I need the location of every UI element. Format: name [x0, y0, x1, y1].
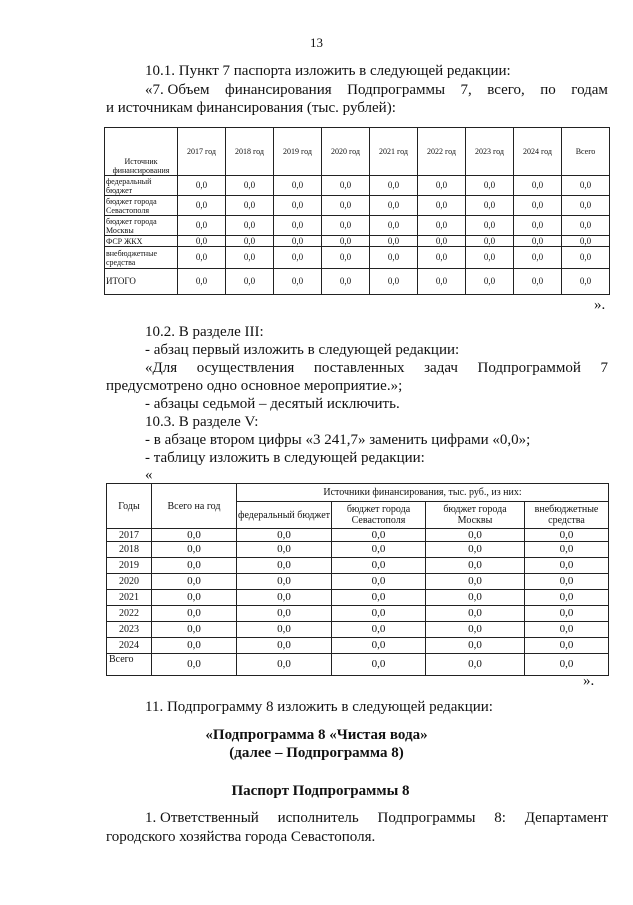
cell: 0,0	[514, 269, 562, 295]
cell: 0,0	[226, 196, 274, 216]
cell: 0,0	[426, 529, 525, 542]
header-year: 2021 год	[370, 128, 418, 176]
cell: 0,0	[237, 654, 332, 676]
cell: 0,0	[426, 638, 525, 654]
w: по	[540, 82, 556, 98]
cell: 0,0	[237, 529, 332, 542]
header-sources: Источники финансирования, тыс. руб., из них:	[237, 484, 609, 502]
s10-1-line3: и источникам финансирования (тыс. рублей):	[106, 100, 396, 116]
row-total: Всего	[107, 654, 152, 676]
s10-1-line1: 10.1. Пункт 7 паспорта изложить в следующей редакции:	[145, 63, 511, 79]
cell: 0,0	[152, 574, 237, 590]
cell: 0,0	[525, 654, 609, 676]
cell: 0,0	[332, 622, 426, 638]
w: финансирования	[224, 82, 332, 98]
cell: 0,0	[418, 236, 466, 247]
table2-close-quote: ».	[583, 673, 595, 689]
cell: 0,0	[370, 247, 418, 269]
financing-table-2	[106, 483, 609, 676]
w: Подпрограммой	[477, 360, 581, 376]
s10-3-item2: - таблицу изложить в следующей редакции:	[145, 450, 425, 466]
cell: 0,0	[274, 236, 322, 247]
header-source: бюджет города Москвы	[426, 502, 525, 529]
w: «Для	[145, 360, 178, 376]
cell: 0,0	[237, 606, 332, 622]
cell: 0,0	[525, 638, 609, 654]
cell: 0,0	[332, 529, 426, 542]
cell: 0,0	[332, 654, 426, 676]
cell: 0,0	[152, 638, 237, 654]
cell: 0,0	[525, 606, 609, 622]
header-year: 2023 год	[466, 128, 514, 176]
cell: 0,0	[525, 529, 609, 542]
row-label-total: ИТОГО	[105, 269, 178, 295]
cell: 0,0	[152, 654, 237, 676]
row-label: ФСР ЖКХ	[105, 236, 178, 247]
cell: 0,0	[426, 542, 525, 558]
row-label: федеральный бюджет	[105, 176, 178, 196]
cell: 0,0	[226, 176, 274, 196]
header-year: 2022 год	[418, 128, 466, 176]
cell: 0,0	[237, 590, 332, 606]
row-label: бюджет города Москвы	[105, 216, 178, 236]
cell: 0,0	[562, 269, 610, 295]
cell: 0,0	[274, 247, 322, 269]
cell: 0,0	[514, 196, 562, 216]
cell: 0,0	[466, 216, 514, 236]
cell: 0,0	[426, 574, 525, 590]
w: Департамент	[524, 810, 608, 826]
w: 8:	[494, 810, 506, 826]
cell: 0,0	[178, 216, 226, 236]
cell: 0,0	[274, 176, 322, 196]
cell: 0,0	[426, 590, 525, 606]
w: 7	[600, 360, 608, 376]
cell: 0,0	[332, 558, 426, 574]
header-total: Всего	[562, 128, 610, 176]
header-years: Годы	[107, 484, 152, 529]
cell: 0,0	[370, 176, 418, 196]
financing-table-1	[104, 127, 610, 295]
cell: 0,0	[322, 247, 370, 269]
w: всего,	[487, 82, 525, 98]
subprogram-title: «Подпрограмма 8 «Чистая вода»	[205, 727, 428, 743]
header-year: 2020 год	[322, 128, 370, 176]
s10-2-item2: - абзацы седьмой – десятый исключить.	[145, 396, 400, 412]
cell: 0,0	[418, 176, 466, 196]
cell: 0,0	[514, 247, 562, 269]
cell: 0,0	[370, 196, 418, 216]
cell: 0,0	[226, 247, 274, 269]
cell: 0,0	[525, 590, 609, 606]
header-year: 2024 год	[514, 128, 562, 176]
cell: 0,0	[237, 574, 332, 590]
cell: 0,0	[562, 196, 610, 216]
cell: 0,0	[332, 574, 426, 590]
cell: 0,0	[466, 196, 514, 216]
cell: 0,0	[525, 542, 609, 558]
header-source: Источник финансирования	[105, 128, 178, 176]
w: Подпрограммы	[377, 810, 476, 826]
cell: 0,0	[226, 269, 274, 295]
row-year: 2020	[107, 574, 152, 590]
cell: 0,0	[426, 654, 525, 676]
row-year: 2022	[107, 606, 152, 622]
s11-line: 11. Подпрограмму 8 изложить в следующей редакции:	[145, 699, 493, 715]
cell: 0,0	[237, 638, 332, 654]
w: Подпрограммы	[347, 82, 446, 98]
cell: 0,0	[178, 196, 226, 216]
cell: 0,0	[274, 196, 322, 216]
cell: 0,0	[322, 236, 370, 247]
w: 1. Ответственный	[145, 810, 259, 826]
cell: 0,0	[525, 622, 609, 638]
s10-2-quote-line2: предусмотрено одно основное мероприятие.»;	[106, 378, 403, 394]
w: осуществления	[196, 360, 295, 376]
row-year: 2017	[107, 529, 152, 542]
header-year: 2018 год	[226, 128, 274, 176]
header-year: 2017 год	[178, 128, 226, 176]
cell: 0,0	[226, 236, 274, 247]
header-source: внебюджетные средства	[525, 502, 609, 529]
s10-3-heading: 10.3. В разделе V:	[145, 414, 259, 430]
cell: 0,0	[562, 216, 610, 236]
w: «7. Объем	[145, 82, 210, 98]
cell: 0,0	[525, 574, 609, 590]
cell: 0,0	[152, 558, 237, 574]
s10-1-line2	[145, 82, 608, 99]
cell: 0,0	[370, 236, 418, 247]
row-year: 2019	[107, 558, 152, 574]
s10-2-item1: - абзац первый изложить в следующей редакции:	[145, 342, 460, 358]
s10-3-item1: - в абзаце втором цифры «3 241,7» заменить цифрами «0,0»;	[145, 432, 531, 448]
s11-item1-line2: городского хозяйства города Севастополя.	[106, 829, 376, 845]
cell: 0,0	[525, 558, 609, 574]
s10-2-heading: 10.2. В разделе III:	[145, 324, 264, 340]
cell: 0,0	[418, 196, 466, 216]
cell: 0,0	[274, 216, 322, 236]
w: исполнитель	[277, 810, 359, 826]
cell: 0,0	[178, 269, 226, 295]
cell: 0,0	[322, 176, 370, 196]
header-total: Всего на год	[152, 484, 237, 529]
cell: 0,0	[152, 606, 237, 622]
cell: 0,0	[322, 269, 370, 295]
cell: 0,0	[426, 606, 525, 622]
cell: 0,0	[178, 176, 226, 196]
cell: 0,0	[274, 269, 322, 295]
s10-2-quote-line1	[145, 360, 608, 377]
cell: 0,0	[562, 247, 610, 269]
cell: 0,0	[152, 622, 237, 638]
cell: 0,0	[322, 196, 370, 216]
cell: 0,0	[322, 216, 370, 236]
table1-close-quote: ».	[594, 297, 606, 313]
cell: 0,0	[152, 590, 237, 606]
cell: 0,0	[418, 247, 466, 269]
passport-heading: Паспорт Подпрограммы 8	[231, 783, 410, 799]
cell: 0,0	[152, 542, 237, 558]
w: 7,	[460, 82, 472, 98]
cell: 0,0	[152, 529, 237, 542]
cell: 0,0	[514, 236, 562, 247]
cell: 0,0	[178, 247, 226, 269]
cell: 0,0	[466, 269, 514, 295]
cell: 0,0	[237, 558, 332, 574]
subprogram-subtitle: (далее – Подпрограмма 8)	[229, 745, 404, 761]
w: годам	[571, 82, 608, 98]
cell: 0,0	[226, 216, 274, 236]
cell: 0,0	[178, 236, 226, 247]
cell: 0,0	[370, 269, 418, 295]
cell: 0,0	[332, 542, 426, 558]
cell: 0,0	[418, 216, 466, 236]
cell: 0,0	[426, 558, 525, 574]
cell: 0,0	[514, 216, 562, 236]
row-year: 2018	[107, 542, 152, 558]
cell: 0,0	[237, 542, 332, 558]
cell: 0,0	[562, 236, 610, 247]
row-year: 2021	[107, 590, 152, 606]
w: задач	[424, 360, 458, 376]
header-source: бюджет города Севастополя	[332, 502, 426, 529]
cell: 0,0	[514, 176, 562, 196]
cell: 0,0	[332, 606, 426, 622]
header-source: федеральный бюджет	[237, 502, 332, 529]
cell: 0,0	[332, 590, 426, 606]
cell: 0,0	[237, 622, 332, 638]
page-number: 13	[310, 35, 323, 50]
row-year: 2024	[107, 638, 152, 654]
cell: 0,0	[466, 236, 514, 247]
cell: 0,0	[418, 269, 466, 295]
cell: 0,0	[466, 247, 514, 269]
row-label: внебюджетные средства	[105, 247, 178, 269]
cell: 0,0	[562, 176, 610, 196]
w: поставленных	[313, 360, 405, 376]
cell: 0,0	[426, 622, 525, 638]
row-label: бюджет города Севастополя	[105, 196, 178, 216]
row-year: 2023	[107, 622, 152, 638]
header-year: 2019 год	[274, 128, 322, 176]
s11-item1-line1	[145, 810, 608, 827]
cell: 0,0	[332, 638, 426, 654]
cell: 0,0	[466, 176, 514, 196]
table2-open-quote: «	[145, 467, 153, 483]
cell: 0,0	[370, 216, 418, 236]
